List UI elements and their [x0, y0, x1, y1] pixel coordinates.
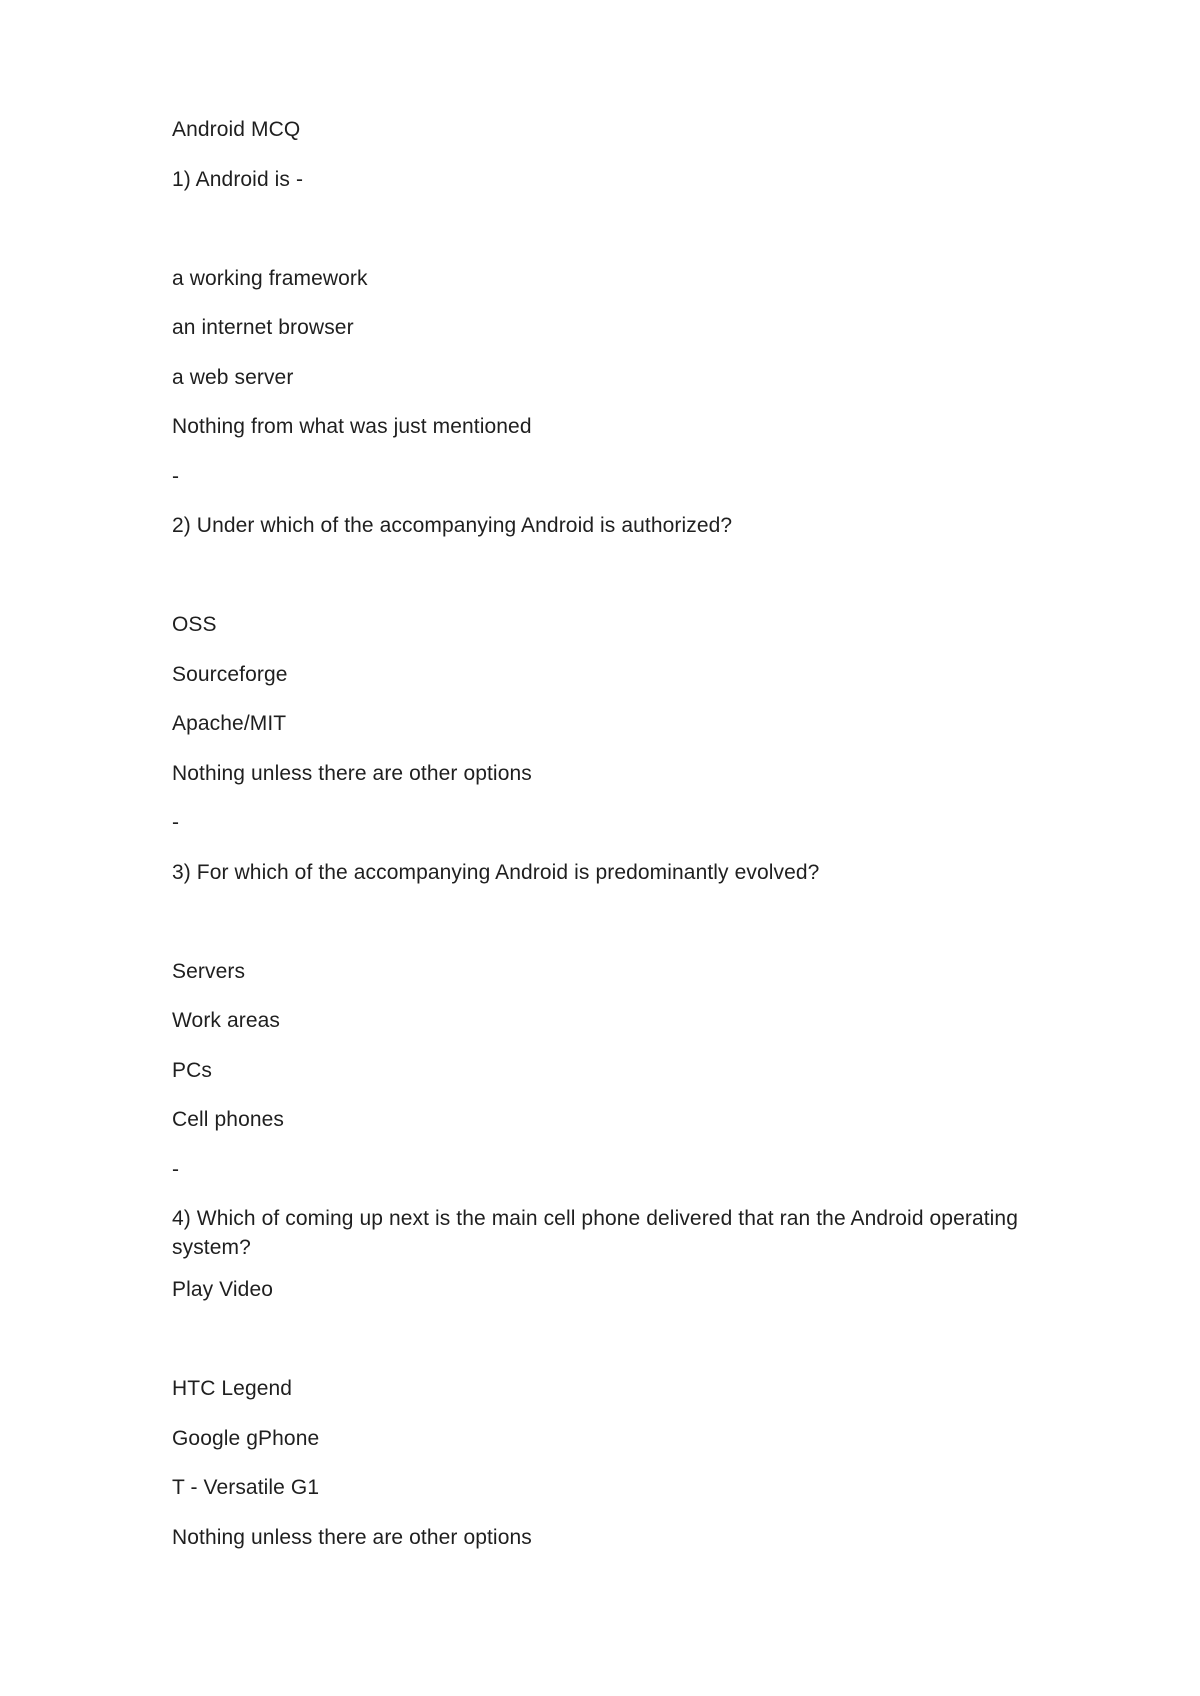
question-4: 4) Which of coming up next is the main cell phone delivered that ran the Android operating system? [172, 1207, 1018, 1259]
question-1: 1) Android is - [172, 167, 304, 191]
question-3-option-4: Cell phones [172, 1108, 285, 1131]
question-3: 3) For which of the accompanying Android is predominantly evolved? [172, 860, 820, 884]
question-4-option-4: Nothing unless there are other options [172, 1525, 532, 1549]
spacer [172, 214, 1072, 264]
question-3-option-2: Work areas [172, 1009, 280, 1032]
question-2: 2) Under which of the accompanying Android is authorized? [172, 514, 733, 537]
question-3-separator: - [172, 1157, 180, 1181]
question-2-option-4: Nothing unless there are other options [172, 761, 532, 785]
question-3-option-1: Servers [172, 959, 246, 983]
question-4-option-1: HTC Legend [172, 1377, 293, 1400]
document-content [172, 115, 1072, 1572]
question-1-option-2: an internet browser [172, 316, 354, 339]
question-1-option-1: a working framework [172, 266, 368, 290]
question-4-option-2: Google gPhone [172, 1426, 320, 1450]
spacer [172, 561, 1072, 611]
play-video-link[interactable]: Play Video [172, 1278, 274, 1301]
question-2-option-2: Sourceforge [172, 662, 288, 686]
spacer [172, 1325, 1072, 1375]
document-title: Android MCQ [172, 118, 301, 141]
question-1-separator: - [172, 464, 180, 488]
question-1-option-4: Nothing from what was just mentioned [172, 415, 532, 438]
question-4-option-3: T - Versatile G1 [172, 1476, 320, 1499]
spacer [172, 907, 1072, 957]
question-3-option-3: PCs [172, 1058, 212, 1082]
question-1-option-3: a web server [172, 365, 294, 389]
question-2-option-3: Apache/MIT [172, 712, 287, 735]
question-2-option-1: OSS [172, 613, 217, 636]
question-2-separator: - [172, 811, 180, 834]
